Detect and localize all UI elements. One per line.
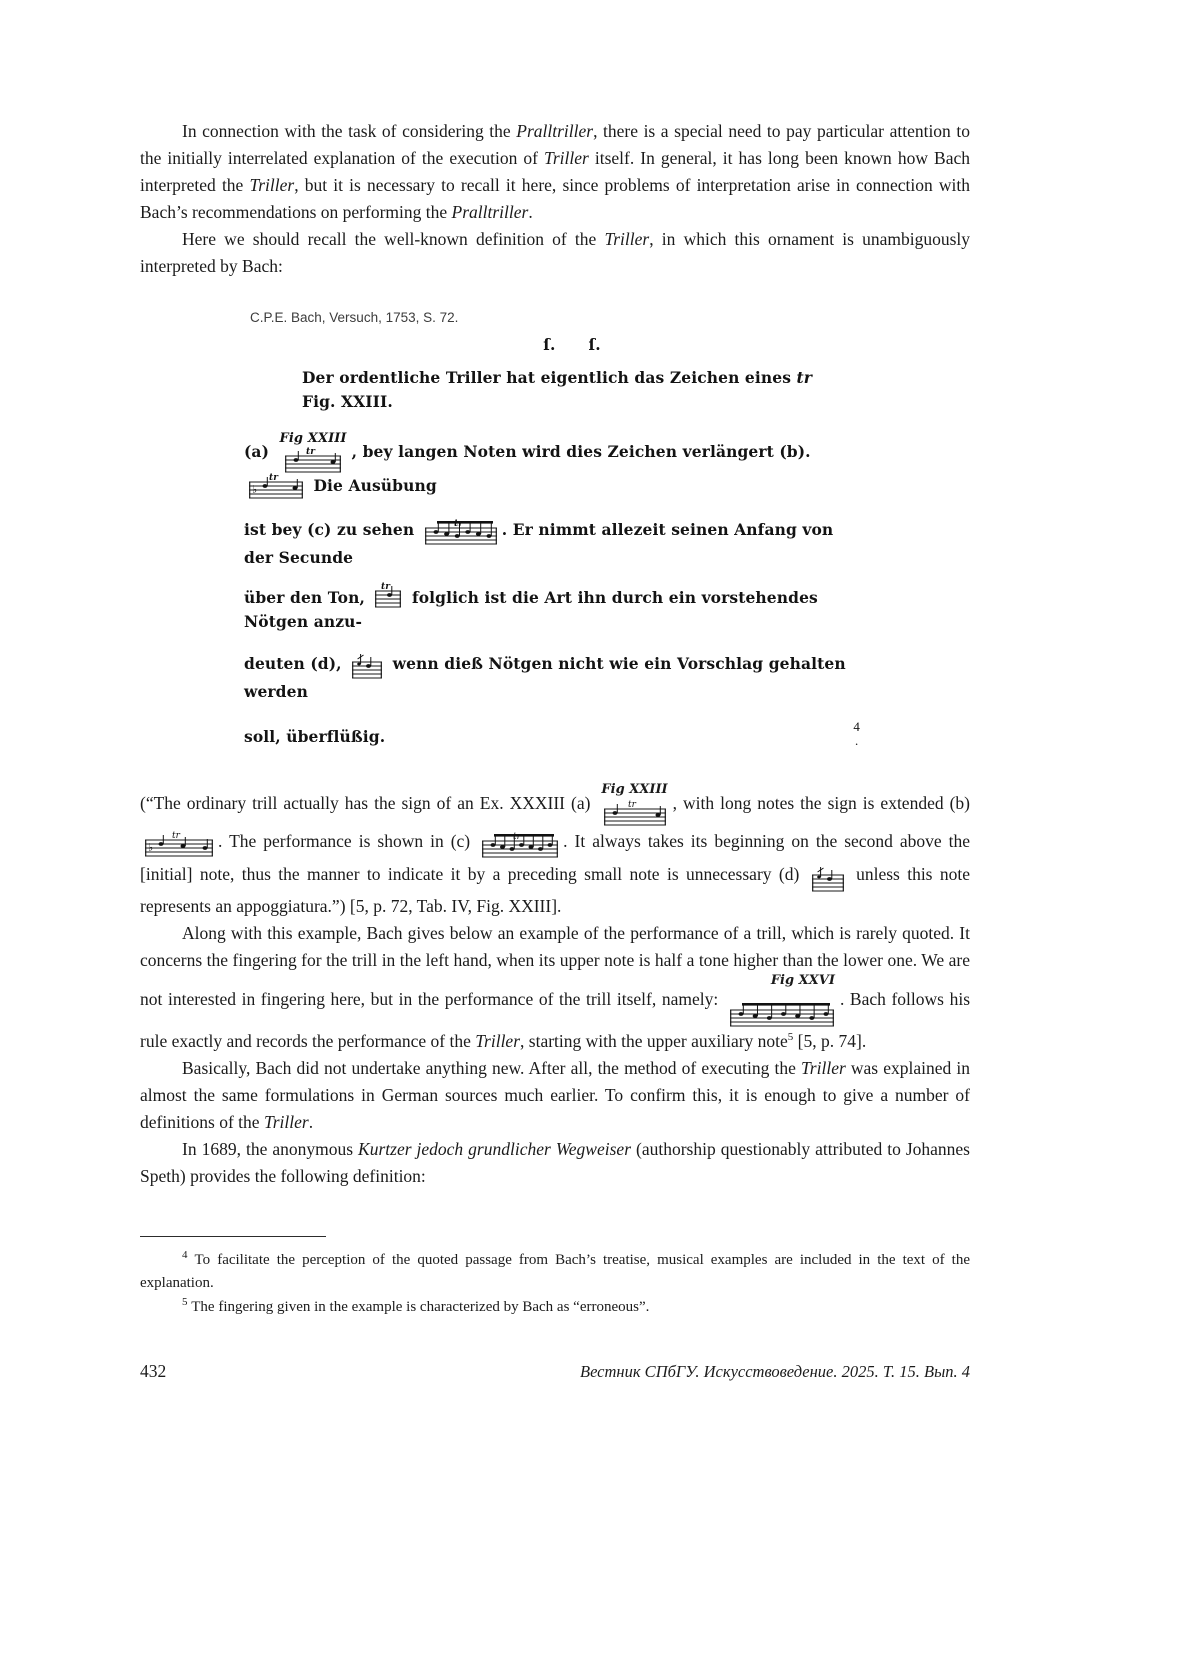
music-example-fig-xxvi [729, 974, 835, 1028]
svg-text:tr: tr [306, 447, 316, 458]
svg-text:tr: tr [172, 830, 180, 841]
svg-text:tr: tr [513, 831, 522, 842]
journal-reference: Вестник СПбГУ. Искусствоведение. 2025. Т. 15. Вып. 4 [579, 1362, 970, 1382]
svg-text:tr: tr [627, 799, 636, 810]
music-example-a-fig-xxiii [601, 783, 667, 827]
facsimile-footnote-number: 4 [853, 719, 860, 735]
facsimile-footnote-dot: . [855, 733, 859, 749]
facsimile-ornament-signs: ſ. ſ. [543, 335, 601, 354]
facsimile-music-a-fig-xxiii [280, 432, 347, 474]
music-example-label: Fig XXIII [279, 431, 347, 447]
footnote-5: $^5$ The fingering given in the example is characterized by Bach as “erroneous”. [182, 1295, 650, 1315]
music-example-b [145, 828, 213, 858]
facsimile-line-6 [244, 720, 860, 749]
music-example-c [482, 827, 558, 859]
page-footer [140, 1361, 970, 1382]
facsimile-line-1: Der ordentliche Triller hat eigentlich das Zeichen eines tr Fig. XXIII. [302, 368, 813, 412]
facsimile-music-c [425, 516, 497, 546]
facsimile-line-5: deuten (d), wenn dieß Nötgen nicht wie ein Vorschlag gehalten werden [244, 650, 860, 704]
footnote-separator [140, 1236, 326, 1237]
facsimile-line-2: (a) Fig XXIII tr , bey langen Noten wird dies Zeichen verlängert (b). tr ♭ Die Ausübung [244, 432, 860, 500]
music-example-d [812, 859, 844, 893]
facsimile-music-ton [375, 582, 401, 609]
music-example-label: Fig XXIII [601, 781, 668, 797]
facsimile-music-d [352, 650, 382, 680]
text-column [140, 118, 970, 1382]
facsimile-caption: C.P.E. Bach, Versuch, 1753, S. 72. [250, 310, 459, 325]
footnotes-section [140, 1236, 970, 1320]
svg-text:tr: tr [453, 519, 463, 530]
facsimile-footnote-marker [853, 720, 860, 749]
facsimile-music-b [249, 474, 303, 500]
music-example-label: Fig XXVI [770, 972, 835, 988]
svg-text:tr: tr [269, 473, 279, 484]
facsimile-line-4: über den Ton, tr folglich ist die Art ihn durch ein vorstehendes Nötgen anzu- [244, 582, 818, 632]
svg-text:♭: ♭ [252, 483, 258, 497]
bach-versuch-facsimile [244, 310, 860, 749]
svg-text:♭: ♭ [148, 840, 154, 854]
facsimile-line-3: ist bey (c) zu sehen tr . Er nimmt allezeit seinen Anfang von der Secunde [244, 516, 860, 570]
paragraph-6: In 1689, the anonymous Kurtzer jedoch grundlicher Wegweiser (authorship questionably attributed to Johannes Speth) provides the following definition: [140, 1138, 970, 1186]
facsimile-line-6-text: soll, überflüßig. [244, 726, 386, 746]
paragraph-3: (“The ordinary trill actually has the sign of an Ex. XXXIII (a) Fig XXIII tr , with long notes the sign is extended (b) tr ♭ . The performance is shown in (c) tr . It always takes its beginning on the second above the [initial] note, thus the manner to indicate it by a preceding small note is unnecessary (d) unless this note represents an appoggiatura.”) [5, p. 72, Tab. IV, Fig. XXIII]. [140, 781, 971, 916]
page-number: 432 [140, 1361, 167, 1382]
paragraph-1: In connection with the task of considering the Pralltriller, there is a special need to pay particular attention to the initially interrelated explanation of the execution of Triller itself. In general, it has long been known how Bach interpreted the Triller, but it is necessary to recall it here, since problems of interpretation arise in connection with Bach’s recommendations on performing the Pralltriller. [140, 121, 970, 222]
footnote-4: $^4$ To facilitate the perception of the quoted passage from Bach’s treatise, musical examples are included in the text of the explanation. [140, 1248, 970, 1292]
paragraph-4: Along with this example, Bach gives below an example of the performance of a trill, which is rarely quoted. It concerns the fingering for the trill in the left hand, when its upper note is half a tone higher than the lower one. We are not interested in fingering here, but in the performance of the trill itself, namely: Fig XXVI . Bach follows his rule exactly and records the performance of the Triller, starting with the upper auxiliary note$^5$ [5, p. 74]. [140, 922, 970, 1051]
paragraph-2: Here we should recall the well-known definition of the Triller, in which this ornament is unambiguously interpreted by Bach: [140, 229, 970, 276]
paragraph-5: Basically, Bach did not undertake anything new. After all, the method of executing the Triller was explained in almost the same formulations in German sources much earlier. To confirm this, it is enough to give a number of definitions of the Triller. [140, 1057, 970, 1132]
svg-text:tr: tr [381, 582, 391, 593]
